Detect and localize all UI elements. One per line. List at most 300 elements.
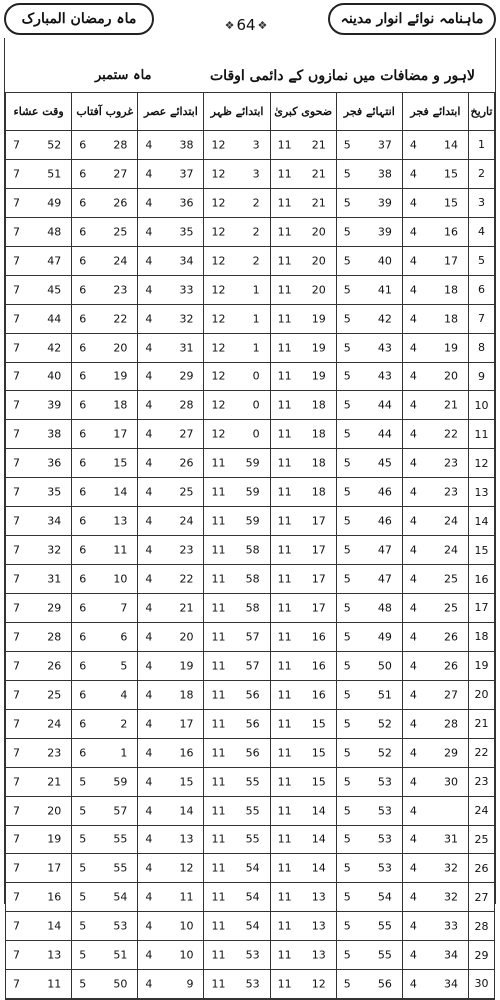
asr-start-cell [138, 420, 204, 449]
fajr-end-cell [336, 970, 402, 999]
hour-value: 11 [211, 485, 226, 499]
minute-value: 21 [443, 398, 458, 412]
minute-value: 45 [377, 456, 392, 470]
fajr-start-cell [402, 796, 468, 825]
fajr-end-cell [336, 131, 402, 160]
hour-value: 4 [145, 196, 153, 210]
minute-value: 16 [311, 659, 326, 673]
asr-start-cell [138, 796, 204, 825]
minute-value: 32 [179, 312, 194, 326]
hour-value: 12 [211, 225, 226, 239]
fajr-start-cell [402, 709, 468, 738]
fajr-end-cell [336, 333, 402, 362]
hour-value: 11 [211, 861, 226, 875]
sunset-cell [72, 275, 138, 304]
date-cell: 10 [468, 391, 494, 420]
minute-value: 57 [113, 804, 128, 818]
zuhr-start-cell [204, 883, 270, 912]
hour-value: 7 [13, 341, 20, 355]
hour-value: 12 [211, 254, 226, 268]
minute-value: 55 [113, 861, 128, 875]
minute-value: 53 [377, 861, 392, 875]
fajr-end-cell [336, 709, 402, 738]
sunset-cell [72, 825, 138, 854]
minute-value: 44 [377, 427, 392, 441]
fajr-start-cell [402, 159, 468, 188]
fajr-end-cell [336, 449, 402, 478]
fajr-end-cell [336, 217, 402, 246]
dahwa-kubra-cell [270, 709, 336, 738]
table-row [6, 594, 495, 623]
hour-value: 5 [343, 456, 351, 470]
isha-cell [6, 217, 72, 246]
minute-value: 20 [311, 254, 326, 268]
minute-value: 18 [311, 398, 326, 412]
hour-value: 5 [79, 832, 87, 846]
hour-value: 4 [409, 919, 417, 933]
fajr-start-cell [402, 188, 468, 217]
asr-start-cell [138, 449, 204, 478]
hour-value: 11 [277, 138, 292, 152]
fajr-end-cell [336, 507, 402, 536]
asr-start-cell [138, 159, 204, 188]
isha-cell [6, 883, 72, 912]
zuhr-start-cell [204, 188, 270, 217]
minute-value: 14 [311, 832, 326, 846]
fajr-start-cell [402, 391, 468, 420]
minute-value: 16 [47, 890, 62, 904]
hour-value: 11 [277, 861, 292, 875]
dahwa-kubra-cell [270, 622, 336, 651]
minute-value: 1 [252, 341, 260, 355]
zuhr-start-cell [204, 391, 270, 420]
date-cell: 22 [468, 738, 494, 767]
minute-value: 7 [120, 601, 128, 615]
asr-start-cell [138, 246, 204, 275]
hour-value: 12 [211, 427, 226, 441]
minute-value: 46 [377, 514, 392, 528]
column-header-fajr-start: ابتدائے فجر [402, 93, 468, 131]
sunset-cell [72, 333, 138, 362]
hour-value: 11 [277, 398, 292, 412]
fajr-start-cell [402, 333, 468, 362]
dahwa-kubra-cell [270, 651, 336, 680]
minute-value: 17 [311, 543, 326, 557]
zuhr-start-cell [204, 680, 270, 709]
minute-value: 24 [113, 254, 128, 268]
table-row [6, 912, 495, 941]
sunset-cell [72, 854, 138, 883]
hour-value: 12 [211, 341, 226, 355]
hour-value: 11 [277, 485, 292, 499]
zuhr-start-cell [204, 854, 270, 883]
minute-value: 0 [252, 398, 260, 412]
isha-cell [6, 362, 72, 391]
minute-value: 56 [245, 688, 260, 702]
minute-value: 35 [179, 225, 194, 239]
isha-cell [6, 854, 72, 883]
fajr-end-cell [336, 420, 402, 449]
minute-value: 29 [47, 601, 62, 615]
table-row [6, 854, 495, 883]
fajr-start-cell [402, 651, 468, 680]
isha-cell [6, 536, 72, 565]
minute-value: 28 [47, 630, 62, 644]
asr-start-cell [138, 912, 204, 941]
isha-cell [6, 391, 72, 420]
minute-value: 29 [179, 369, 194, 383]
minute-value: 45 [47, 283, 62, 297]
hour-value: 11 [277, 196, 292, 210]
dahwa-kubra-cell [270, 246, 336, 275]
asr-start-cell [138, 362, 204, 391]
hour-value: 11 [277, 601, 292, 615]
fajr-start-cell [402, 738, 468, 767]
date-cell: 23 [468, 767, 494, 796]
minute-value: 22 [443, 427, 458, 441]
hour-value: 4 [145, 919, 153, 933]
hour-value: 11 [211, 543, 226, 557]
minute-value: 38 [179, 138, 194, 152]
minute-value: 9 [186, 977, 194, 991]
hour-value: 6 [79, 225, 87, 239]
minute-value: 19 [113, 369, 128, 383]
minute-value: 10 [179, 948, 194, 962]
hour-value: 4 [409, 196, 417, 210]
fajr-start-cell [402, 970, 468, 999]
minute-value: 55 [245, 775, 260, 789]
date-cell: 15 [468, 536, 494, 565]
hour-value: 4 [409, 167, 417, 181]
fajr-end-cell [336, 767, 402, 796]
minute-value: 47 [47, 254, 62, 268]
hour-value: 4 [145, 775, 153, 789]
zuhr-start-cell [204, 362, 270, 391]
minute-value: 38 [377, 167, 392, 181]
dahwa-kubra-cell [270, 565, 336, 594]
hour-value: 5 [343, 775, 351, 789]
hour-value: 6 [79, 514, 87, 528]
hour-value: 11 [211, 601, 226, 615]
hour-value: 4 [145, 138, 153, 152]
fajr-end-cell [336, 391, 402, 420]
hour-value: 5 [343, 398, 351, 412]
hour-value: 4 [145, 341, 153, 355]
hour-value: 11 [277, 804, 292, 818]
hour-value: 4 [409, 427, 417, 441]
minute-value: 19 [311, 312, 326, 326]
zuhr-start-cell [204, 709, 270, 738]
hour-value: 4 [409, 138, 417, 152]
minute-value: 19 [47, 832, 62, 846]
minute-value: 48 [47, 225, 62, 239]
table-row [6, 159, 495, 188]
asr-start-cell [138, 680, 204, 709]
minute-value: 15 [113, 456, 128, 470]
minute-value: 35 [47, 485, 62, 499]
minute-value: 17 [311, 572, 326, 586]
table-row [6, 709, 495, 738]
table-row [6, 941, 495, 970]
hour-value: 5 [343, 369, 351, 383]
zuhr-start-cell [204, 941, 270, 970]
dahwa-kubra-cell [270, 883, 336, 912]
minute-value: 41 [377, 283, 392, 297]
minute-value: 10 [113, 572, 128, 586]
hour-value: 7 [13, 746, 20, 760]
hour-value: 7 [13, 572, 20, 586]
hour-value: 7 [13, 977, 20, 991]
minute-value: 56 [245, 717, 260, 731]
minute-value: 47 [377, 543, 392, 557]
minute-value: 39 [47, 398, 62, 412]
hour-value: 11 [277, 514, 292, 528]
minute-value: 36 [179, 196, 194, 210]
dahwa-kubra-cell [270, 854, 336, 883]
fajr-start-cell [402, 507, 468, 536]
dahwa-kubra-cell [270, 159, 336, 188]
hour-value: 11 [211, 630, 226, 644]
dahwa-kubra-cell [270, 217, 336, 246]
sunset-cell [72, 362, 138, 391]
minute-value: 25 [443, 601, 458, 615]
hour-value: 6 [79, 543, 87, 557]
minute-value: 26 [47, 659, 62, 673]
hour-value: 11 [211, 688, 226, 702]
minute-value: 24 [179, 514, 194, 528]
hour-value: 7 [13, 514, 20, 528]
table-row [6, 622, 495, 651]
fajr-end-cell [336, 594, 402, 623]
zuhr-start-cell [204, 594, 270, 623]
hour-value: 11 [277, 890, 292, 904]
fajr-start-cell [402, 565, 468, 594]
hour-value: 11 [277, 659, 292, 673]
column-header-zuhr-start: ابتدائے ظہر [204, 93, 270, 131]
minute-value: 52 [47, 138, 62, 152]
dahwa-kubra-cell [270, 131, 336, 160]
date-cell: 13 [468, 478, 494, 507]
minute-value: 24 [443, 543, 458, 557]
hour-value: 5 [79, 775, 87, 789]
hour-value: 4 [145, 514, 153, 528]
hour-value: 11 [277, 775, 292, 789]
isha-cell [6, 709, 72, 738]
hour-value: 4 [409, 746, 417, 760]
zuhr-start-cell [204, 796, 270, 825]
fajr-end-cell [336, 854, 402, 883]
minute-value: 13 [311, 948, 326, 962]
hour-value: 7 [13, 832, 20, 846]
minute-value: 13 [311, 890, 326, 904]
hour-value: 6 [79, 312, 87, 326]
sunset-cell [72, 796, 138, 825]
hour-value: 7 [13, 225, 20, 239]
table-row [6, 651, 495, 680]
hour-value: 11 [277, 254, 292, 268]
asr-start-cell [138, 651, 204, 680]
fajr-start-cell [402, 478, 468, 507]
dahwa-kubra-cell [270, 825, 336, 854]
minute-value: 12 [179, 861, 194, 875]
asr-start-cell [138, 970, 204, 999]
hour-value: 4 [145, 254, 153, 268]
fajr-end-cell [336, 796, 402, 825]
hour-value: 5 [343, 254, 351, 268]
minute-value: 20 [311, 225, 326, 239]
hour-value: 11 [277, 312, 292, 326]
hour-value: 7 [13, 196, 20, 210]
asr-start-cell [138, 622, 204, 651]
hour-value: 7 [13, 398, 20, 412]
hour-value: 6 [79, 601, 87, 615]
minute-value: 52 [377, 717, 392, 731]
hour-value: 4 [409, 312, 417, 326]
hour-value: 4 [409, 341, 417, 355]
minute-value: 18 [113, 398, 128, 412]
hour-value: 11 [211, 832, 226, 846]
minute-value: 3 [252, 138, 260, 152]
date-cell: 26 [468, 854, 494, 883]
minute-value: 47 [377, 572, 392, 586]
fajr-end-cell [336, 246, 402, 275]
hour-value: 12 [211, 196, 226, 210]
fajr-end-cell [336, 622, 402, 651]
minute-value: 32 [47, 543, 62, 557]
hour-value: 6 [79, 398, 87, 412]
isha-cell [6, 478, 72, 507]
hour-value: 4 [145, 659, 153, 673]
minute-value: 27 [443, 688, 458, 702]
hour-value: 11 [277, 283, 292, 297]
minute-value: 23 [47, 746, 62, 760]
minute-value: 2 [252, 196, 260, 210]
minute-value: 15 [443, 196, 458, 210]
table-row [6, 362, 495, 391]
zuhr-start-cell [204, 825, 270, 854]
hour-value: 4 [409, 659, 417, 673]
minute-value: 59 [113, 775, 128, 789]
sunset-cell [72, 449, 138, 478]
minute-value: 24 [443, 514, 458, 528]
hour-value: 7 [13, 312, 20, 326]
hour-value: 4 [145, 746, 153, 760]
dahwa-kubra-cell [270, 738, 336, 767]
hour-value: 7 [13, 283, 20, 297]
fajr-end-cell [336, 941, 402, 970]
minute-value: 34 [179, 254, 194, 268]
hour-value: 4 [409, 630, 417, 644]
fajr-start-cell [402, 362, 468, 391]
hour-value: 6 [79, 427, 87, 441]
fajr-start-cell [402, 131, 468, 160]
table-row [6, 333, 495, 362]
dahwa-kubra-cell [270, 507, 336, 536]
minute-value: 24 [47, 717, 62, 731]
minute-value: 1 [120, 746, 128, 760]
hour-value: 6 [79, 485, 87, 499]
minute-value: 16 [311, 630, 326, 644]
magazine-issue-label: ماہ رمضان المبارک [4, 3, 154, 35]
hour-value: 5 [343, 832, 351, 846]
fajr-end-cell [336, 536, 402, 565]
fajr-end-cell [336, 680, 402, 709]
fajr-start-cell [402, 941, 468, 970]
isha-cell [6, 246, 72, 275]
fajr-start-cell [402, 622, 468, 651]
hour-value: 11 [277, 456, 292, 470]
date-cell: 20 [468, 680, 494, 709]
minute-value: 11 [47, 977, 62, 991]
fajr-end-cell [336, 912, 402, 941]
minute-value: 21 [311, 167, 326, 181]
minute-value: 48 [377, 601, 392, 615]
hour-value: 7 [13, 919, 20, 933]
hour-value: 4 [409, 485, 417, 499]
minute-value: 40 [47, 369, 62, 383]
minute-value: 55 [245, 804, 260, 818]
table-row [6, 507, 495, 536]
date-cell: 1 [468, 131, 494, 160]
minute-value: 43 [377, 369, 392, 383]
hour-value: 5 [343, 196, 351, 210]
hour-value: 4 [145, 572, 153, 586]
prayer-times-table [5, 92, 495, 1000]
hour-value: 4 [409, 225, 417, 239]
isha-cell [6, 767, 72, 796]
hour-value: 4 [145, 283, 153, 297]
dahwa-kubra-cell [270, 536, 336, 565]
fajr-start-cell [402, 217, 468, 246]
column-header-dahwa-kubra: ضحوی کبریٰ [270, 93, 336, 131]
minute-value: 19 [179, 659, 194, 673]
minute-value: 20 [443, 369, 458, 383]
sunset-cell [72, 217, 138, 246]
minute-value: 16 [179, 746, 194, 760]
asr-start-cell [138, 565, 204, 594]
hour-value: 5 [79, 948, 87, 962]
fajr-end-cell [336, 883, 402, 912]
date-cell: 3 [468, 188, 494, 217]
hour-value: 7 [13, 688, 20, 702]
hour-value: 12 [211, 138, 226, 152]
hour-value: 7 [13, 543, 20, 557]
dahwa-kubra-cell [270, 391, 336, 420]
hour-value: 5 [343, 630, 351, 644]
minute-value: 55 [245, 832, 260, 846]
fajr-start-cell [402, 825, 468, 854]
minute-value: 18 [443, 283, 458, 297]
hour-value: 4 [409, 977, 417, 991]
hour-value: 4 [145, 369, 153, 383]
minute-value: 51 [113, 948, 128, 962]
asr-start-cell [138, 941, 204, 970]
hour-value: 5 [79, 890, 87, 904]
minute-value: 33 [443, 919, 458, 933]
date-cell: 21 [468, 709, 494, 738]
minute-value: 18 [311, 485, 326, 499]
fajr-start-cell [402, 275, 468, 304]
asr-start-cell [138, 333, 204, 362]
minute-value: 54 [377, 890, 392, 904]
hour-value: 4 [145, 456, 153, 470]
zuhr-start-cell [204, 217, 270, 246]
minute-value: 53 [377, 775, 392, 789]
date-cell: 17 [468, 594, 494, 623]
hour-value: 7 [13, 254, 20, 268]
asr-start-cell [138, 391, 204, 420]
fajr-end-cell [336, 159, 402, 188]
